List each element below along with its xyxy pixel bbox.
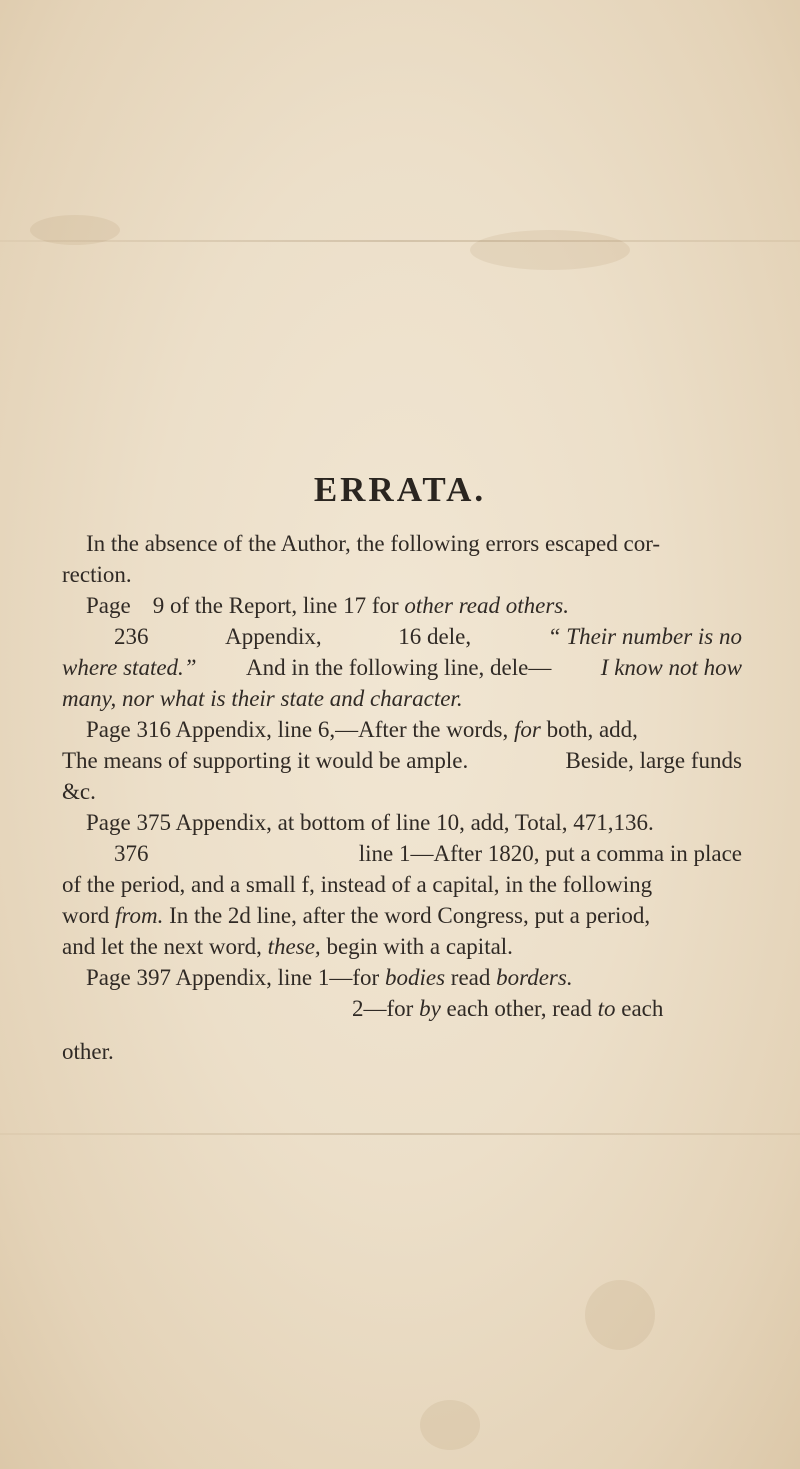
fold-line bbox=[0, 1133, 800, 1135]
text-line: Page 397 Appendix, line 1—for bodies read borders. bbox=[86, 965, 573, 990]
text-line: Page 375 Appendix, at bottom of line 10, add, Total, 471,136. bbox=[86, 810, 654, 835]
text-line: rection. bbox=[62, 562, 132, 587]
text-line: &c. bbox=[62, 779, 96, 804]
text-line: of the period, and a small f, instead of a capital, in the following bbox=[62, 872, 653, 897]
text-line: Page 316 Appendix, line 6,—After the words, for both, add, bbox=[86, 717, 638, 742]
text-line: In the absence of the Author, the following errors escaped cor- bbox=[86, 531, 661, 556]
paper-stain bbox=[470, 230, 630, 270]
text-line: 236 Appendix, 16 dele, “ Their number is no bbox=[114, 624, 742, 649]
text-line: The means of supporting it would be ample. Beside, large funds bbox=[62, 748, 742, 773]
text-line: many, nor what is their state and character. bbox=[62, 686, 463, 711]
text-line: where stated.” And in the following line, dele— I know not how bbox=[62, 655, 742, 680]
text-line: word from. In the 2d line, after the word Congress, put a period, bbox=[62, 903, 651, 928]
errata-title: ERRATA. bbox=[313, 470, 487, 509]
paper-stain bbox=[420, 1400, 480, 1450]
text-line: 2—for by each other, read to each bbox=[352, 996, 664, 1021]
text-line: other. bbox=[62, 1039, 114, 1064]
text-line: Page 9 of the Report, line 17 for other read others. bbox=[86, 593, 569, 618]
fold-line bbox=[0, 240, 800, 242]
paper-stain bbox=[585, 1280, 655, 1350]
errata-body bbox=[62, 528, 742, 1067]
text-line: 376 line 1—After 1820, put a comma in place bbox=[114, 841, 742, 866]
text-line: and let the next word, these, begin with a capital. bbox=[62, 934, 513, 959]
